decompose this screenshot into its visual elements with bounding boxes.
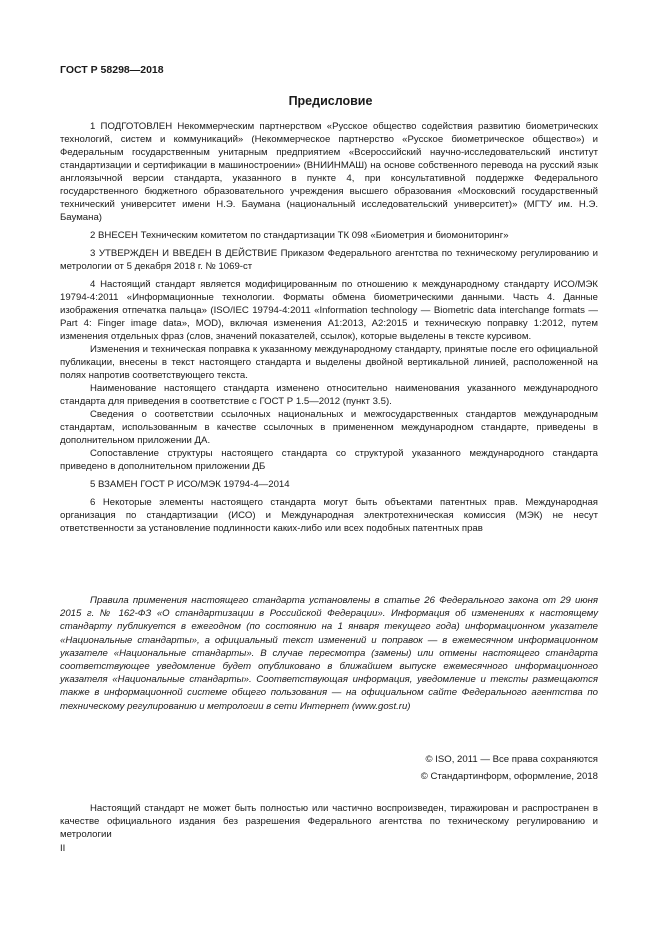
paragraph-4-amendments: Изменения и техническая поправка к указанному международному стандарту, принятые после его официальной публикации, внесены в текст настоящего стандарта и выделены двойной вертикальной линией, расположенной на полях напротив соответствующего текста.: [60, 344, 598, 381]
paragraph-4-annex-db: Сопоставление структуры настоящего стандарта со структурой указанного международного стандарта приведено в дополнительном приложении ДБ: [60, 448, 598, 472]
paragraph-5: 5 ВЗАМЕН ГОСТ Р ИСО/МЭК 19794-4—2014: [90, 479, 290, 490]
copyright-iso: © ISO, 2011 — Все права сохраняются: [425, 754, 598, 765]
paragraph-2: 2 ВНЕСЕН Техническим комитетом по стандартизации ТК 098 «Биометрия и биомониторинг»: [90, 230, 509, 241]
usage-rules-note: Правила применения настоящего стандарта установлены в статье 26 Федерального закона от 29 июня 2015 г. № 162-ФЗ «О стандартизации в Российской Федерации». Информация об изменениях к настоящему стандарту публикуется в ежегодном (по состоянию на 1 января текущего года) информационном указателе «Национальные стандарты», а официальный текст изменений и поправок — в ежемесячном информационном указателе «Национальные стандарты». В случае пересмотра (замены) или отмены настоящего стандарта соответствующее уведомление будет опубликовано в ближайшем выпуске ежемесячного информационного указателя «Национальные стандарты». Соответствующая информация, уведомление и тексты размещаются также в информационной системе общего пользования — на официальном сайте Федерального агентства по техническому регулированию и метрологии в сети Интернет (www.gost.ru): [60, 595, 598, 712]
paragraph-4: 4 Настоящий стандарт является модифицированным по отношению к международному стандарту ИСО/МЭК 19794-4:2011 «Информационные технологии. Форматы обмена биометрическими данными. Часть 4. Данные изображения отпечатка пальца» (ISO/IEC 19794-4:2011 «Information technology — Biometric data interchange formats — Part 4: Finger image data», MOD), включая изменения A1:2013, A2:2015 и техническую поправку 1:2012, путем изменения отдельных фраз (слов, значений показателей, ссылок), которые выделены в тексте курсивом.: [60, 279, 598, 342]
paragraph-4-title-change: Наименование настоящего стандарта изменено относительно наименования указанного международного стандарта для приведения в соответствие с ГОСТ Р 1.5—2012 (пункт 3.5).: [60, 383, 598, 407]
paragraph-4-annex-da: Сведения о соответствии ссылочных национальных и межгосударственных стандартов международным стандартам, использованным в качестве ссылочных в примененном международном стандарте, приведены в дополнительном приложении ДА.: [60, 409, 598, 446]
standard-code: ГОСТ Р 58298—2018: [60, 64, 164, 76]
copyright-standartinform: © Стандартинформ, оформление, 2018: [420, 771, 598, 782]
page-number: II: [60, 843, 66, 854]
page-title: Предисловие: [288, 94, 373, 108]
paragraph-3: 3 УТВЕРЖДЕН И ВВЕДЕН В ДЕЙСТВИЕ Приказом Федерального агентства по техническому регулированию и метрологии от 5 декабря 2018 г. № 1069-ст: [60, 248, 598, 272]
reproduction-notice: Настоящий стандарт не может быть полностью или частично воспроизведен, тиражирован и распространен в качестве официального издания без разрешения Федерального агентства по техническому регулированию и метрологии: [60, 803, 598, 840]
foreword-body: [60, 120, 598, 540]
paragraph-1: 1 ПОДГОТОВЛЕН Некоммерческим партнерством «Русское общество содействия развитию биометрических технологий, систем и коммуникаций» (Некоммерческое партнерство «Русское биометрическое общество») и Федеральным государственным унитарным предприятием «Всероссийский научно-исследовательский институт стандартизации и сертификации в машиностроении» (ВНИИНМАШ) на основе собственного перевода на русский язык англоязычной версии стандарта, указанного в пункте 4, при консультативной поддержке Федерального государственного бюджетного образовательного учреждения высшего образования «Московский государственный технический университет имени Н.Э. Баумана (национальный исследовательский университет)» (МГТУ им. Н.Э. Баумана): [60, 121, 598, 223]
paragraph-6: 6 Некоторые элементы настоящего стандарта могут быть объектами патентных прав. Международная организация по стандартизации (ИСО) и Международная электротехническая комиссия (МЭК) не несут ответственности за установление подлинности каких-либо или всех подобных патентных прав: [60, 497, 598, 534]
